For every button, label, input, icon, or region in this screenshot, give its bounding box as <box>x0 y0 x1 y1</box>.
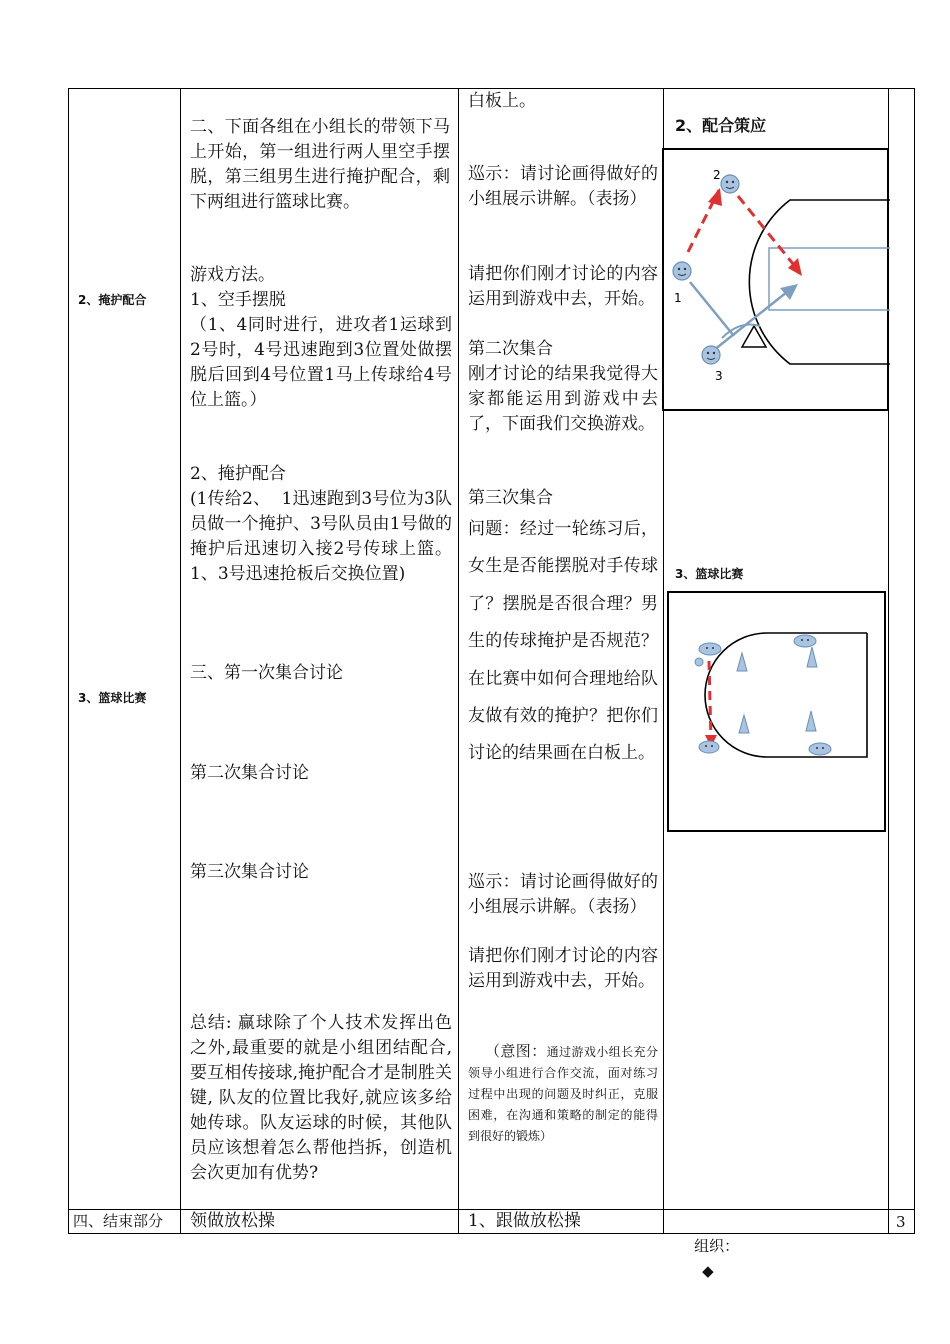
apply-instruction-1: 请把你们刚才讨论的内容运用到游戏中去，开始。 <box>468 264 658 309</box>
attacker-icon-3 <box>699 741 719 753</box>
game-diagram <box>667 591 887 833</box>
intent-note <box>468 1020 658 1168</box>
table-border-left <box>68 88 69 1234</box>
table-divider-2 <box>458 88 459 1234</box>
intent-body: 通过游戏小组长充分领导小组进行合作交流，面对练习过程中出现的问题及时纠正，克服困难，在沟通和策略的制定的能得到很好的锻炼） <box>468 1045 658 1143</box>
summary-paragraph: 总结: 赢球除了个人技术发挥出色之外,最重要的就是小组团结配合,要互相传接球,掩护配合才是制胜关键, 队友的位置比我好,就应该多给她传球。队友运球的时候，其他队员应该想着怎么帮他挡拆，创造机会次更加有优势? <box>190 1013 452 1183</box>
player-3-label: 3 <box>715 369 723 383</box>
player-1-label: 1 <box>674 291 682 305</box>
court-arc <box>705 633 867 757</box>
footer-count: 3 <box>896 1213 906 1231</box>
defender-cone-1 <box>737 653 747 671</box>
pass-arrowhead-1 <box>708 188 722 206</box>
game-method-title: 游戏方法。 <box>190 265 275 285</box>
whiteboard-note: 白板上。 <box>468 91 536 111</box>
discussion-question: 问题：经过一轮练习后，女生是否能摆脱对手传球了？摆脱是否很合理？男生的传球掩护是否规范？在比赛中如何合理地给队友做有效的掩护？把你们讨论的结果画在白板上。 <box>468 519 658 764</box>
ball-icon <box>695 658 703 666</box>
organization-label: 组织： <box>694 1237 740 1255</box>
intro-paragraph: 二、下面各组在小组长的带领下马上开始，第一组进行两人里空手摆脱，第三组男生进行掩护配合，剩下两组进行篮球比赛。 <box>190 117 450 212</box>
footer-follow-activity: 1、跟做放松操 <box>468 1211 581 1231</box>
item1-title: 1、空手摆脱 <box>190 290 286 310</box>
item2-body: (1传给2、 1迅速跑到3号位为3队员做一个掩护、3号队员由1号做的掩护后迅速切入接2号传球上篮。1、3号迅速抢板后交换位置) <box>190 489 452 584</box>
footer-lead-activity: 领做放松操 <box>190 1211 275 1231</box>
patrol-note-2: 巡示：请讨论画得做好的小组展示讲解。（表扬） <box>468 872 658 917</box>
table-border-right <box>914 88 915 1234</box>
attacker-icon-1 <box>699 643 721 655</box>
defender-cone-4 <box>806 711 816 731</box>
item1-body: （1、4同时进行，进攻者1运球到2号时，4号迅速跑到3位置处做摆脱后回到4号位置1马上传球给4号位上篮。） <box>190 315 452 410</box>
free-throw-lane <box>769 248 890 310</box>
defender-cone-2 <box>807 647 817 667</box>
attacker-icon-4 <box>809 743 831 755</box>
player-2-icon <box>721 175 739 193</box>
screen-move-arrow <box>690 282 734 336</box>
section-label-screen: 2、掩护配合 <box>78 293 147 307</box>
second-gathering-body: 刚才讨论的结果我觉得大家都能运用到游戏中去了，下面我们交换游戏。 <box>468 364 658 434</box>
three-point-arc <box>749 200 890 364</box>
table-divider-1 <box>180 88 181 1234</box>
footer-section-label: 四、结束部分 <box>73 1212 164 1230</box>
game-heading: 3、篮球比赛 <box>675 567 744 581</box>
defender-cone-3 <box>739 715 749 733</box>
first-discussion: 三、第一次集合讨论 <box>190 663 343 683</box>
third-discussion: 第三次集合讨论 <box>190 862 309 882</box>
player-3-icon <box>702 346 720 364</box>
footer-organization <box>675 1209 739 1309</box>
player-1-icon <box>673 262 691 280</box>
cone-marker <box>742 326 766 347</box>
intent-label: （意图： <box>484 1042 547 1060</box>
apply-instruction-2: 请把你们刚才讨论的内容运用到游戏中去，开始。 <box>468 946 658 991</box>
diamond-icon: ◆ <box>702 1262 714 1280</box>
third-gathering-title: 第三次集合 <box>468 488 553 508</box>
coordination-heading: 2、配合策应 <box>675 116 767 135</box>
cut-arrowhead <box>780 284 798 300</box>
screen-play-diagram <box>662 148 890 412</box>
second-discussion: 第二次集合讨论 <box>190 763 309 783</box>
patrol-note-1: 巡示：请讨论画得做好的小组展示讲解。（表扬） <box>468 164 658 209</box>
attacker-icon-2 <box>794 635 816 647</box>
player-2-label: 2 <box>713 168 721 182</box>
second-gathering-title: 第二次集合 <box>468 339 553 359</box>
pass-arrow-2-to-lane <box>738 196 798 270</box>
section-label-game: 3、篮球比赛 <box>78 691 147 705</box>
item2-title: 2、掩护配合 <box>190 464 286 484</box>
